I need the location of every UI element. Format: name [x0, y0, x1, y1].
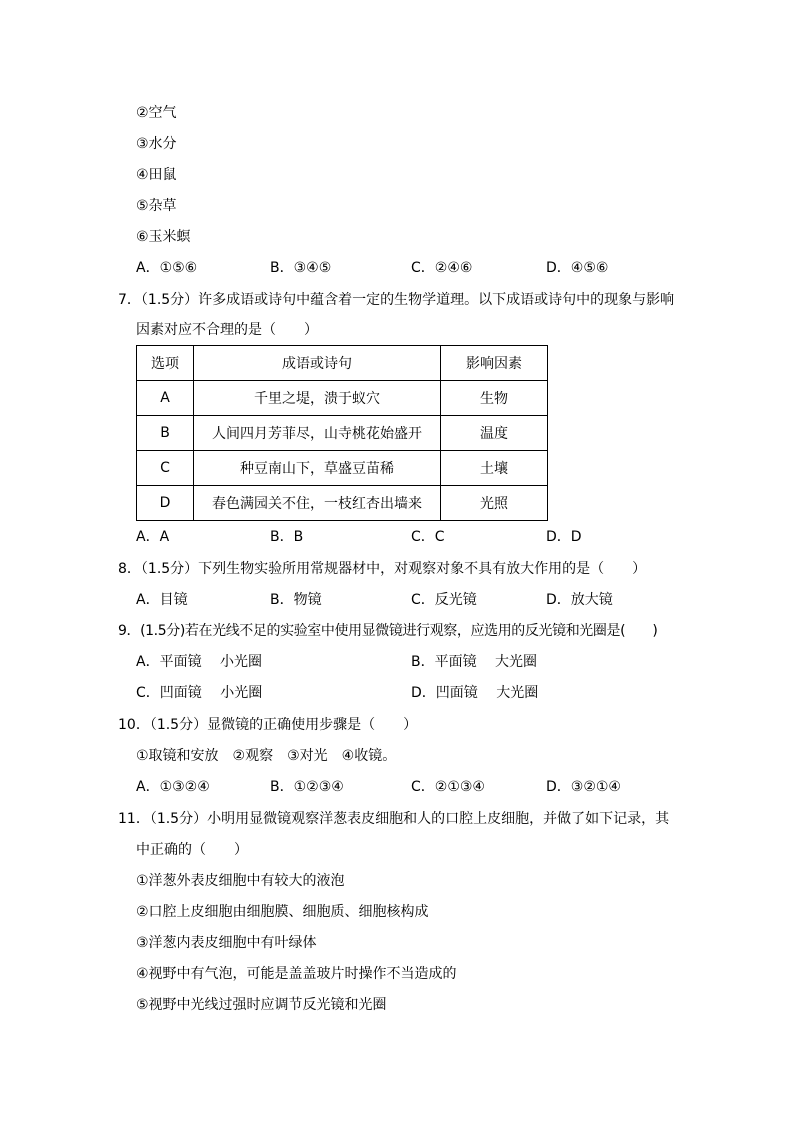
table-cell: 人间四月芳菲尽，山寺桃花始盛开: [194, 416, 441, 451]
table-cell: C: [137, 451, 194, 486]
q6-item: ④田鼠: [136, 167, 177, 183]
q6-item: ⑤杂草: [136, 198, 177, 214]
table-cell: 光照: [441, 486, 548, 521]
option-d: D．D: [546, 529, 582, 545]
table-header: 成语或诗句: [194, 346, 441, 381]
option-c: C．反光镜: [411, 592, 477, 608]
q8-options: [136, 590, 696, 610]
option-c: C．②①③④: [411, 779, 485, 795]
table-row: [137, 416, 548, 451]
option-b: B．③④⑤: [270, 260, 332, 276]
table-cell: B: [137, 416, 194, 451]
q9-stem: 9．(1.5分)若在光线不足的实验室中使用显微镜进行观察，应选用的反光镜和光圈是( ): [118, 623, 658, 639]
table-header-row: [137, 346, 548, 381]
table-row: [137, 381, 548, 416]
table-row: [137, 451, 548, 486]
option-b: B．①②③④: [270, 779, 344, 795]
q11-stem: 中正确的（ ）: [136, 842, 248, 858]
q7-options: [136, 527, 696, 547]
table-cell: 生物: [441, 381, 548, 416]
q11-item: ④视野中有气泡，可能是盖盖玻片时操作不当造成的: [136, 966, 457, 982]
q9-options-row2: [136, 683, 696, 703]
q10-steps: ①取镜和安放 ②观察 ③对光 ④收镜。: [136, 748, 397, 764]
table-cell: 千里之堤，溃于蚁穴: [194, 381, 441, 416]
option-a: A．①③②④: [136, 779, 210, 795]
q7-stem: 7．（1.5分）许多成语或诗句中蕴含着一定的生物学道理。以下成语或诗句中的现象与影响: [118, 292, 675, 308]
q6-item: ③水分: [136, 136, 177, 152]
option-d: D．放大镜: [546, 592, 613, 608]
table-cell: A: [137, 381, 194, 416]
table-row: [137, 486, 548, 521]
table-header: 影响因素: [441, 346, 548, 381]
q7-stem: 因素对应不合理的是（ ）: [136, 322, 318, 338]
option-a: A．A: [136, 529, 170, 545]
option-c: C．凹面镜 小光圈: [136, 685, 263, 701]
q7-table: [136, 345, 548, 521]
option-c: C．C: [411, 529, 445, 545]
q11-item: ③洋葱内表皮细胞中有叶绿体: [136, 935, 317, 951]
option-a: A．目镜: [136, 592, 188, 608]
q6-item: ②空气: [136, 105, 177, 121]
table-cell: 温度: [441, 416, 548, 451]
option-b: B．B: [270, 529, 304, 545]
q8-stem: 8．（1.5分）下列生物实验所用常规器材中，对观察对象不具有放大作用的是（ ）: [118, 561, 647, 577]
option-b: B．物镜: [270, 592, 322, 608]
option-d: D．④⑤⑥: [546, 260, 609, 276]
option-a: A．平面镜 小光圈: [136, 654, 263, 670]
q11-item: ①洋葱外表皮细胞中有较大的液泡: [136, 873, 345, 889]
table-cell: D: [137, 486, 194, 521]
q11-item: ②口腔上皮细胞由细胞膜、细胞质、细胞核构成: [136, 904, 429, 920]
q6-options: [136, 258, 696, 278]
q10-options: [136, 777, 696, 797]
q10-stem: 10．（1.5分）显微镜的正确使用步骤是（ ）: [118, 717, 418, 733]
q6-item: ⑥玉米螟: [136, 229, 191, 245]
q9-options-row1: [136, 652, 696, 672]
option-a: A．①⑤⑥: [136, 260, 198, 276]
table-cell: 土壤: [441, 451, 548, 486]
option-b: B．平面镜 大光圈: [411, 654, 538, 670]
q11-stem: 11．（1.5分）小明用显微镜观察洋葱表皮细胞和人的口腔上皮细胞，并做了如下记录，其: [118, 811, 670, 827]
table-cell: 春色满园关不住，一枝红杏出墙来: [194, 486, 441, 521]
q11-item: ⑤视野中光线过强时应调节反光镜和光圈: [136, 997, 387, 1013]
table-cell: 种豆南山下，草盛豆苗稀: [194, 451, 441, 486]
option-d: D．凹面镜 大光圈: [411, 685, 539, 701]
option-c: C．②④⑥: [411, 260, 473, 276]
table-header: 选项: [137, 346, 194, 381]
option-d: D．③②①④: [546, 779, 621, 795]
